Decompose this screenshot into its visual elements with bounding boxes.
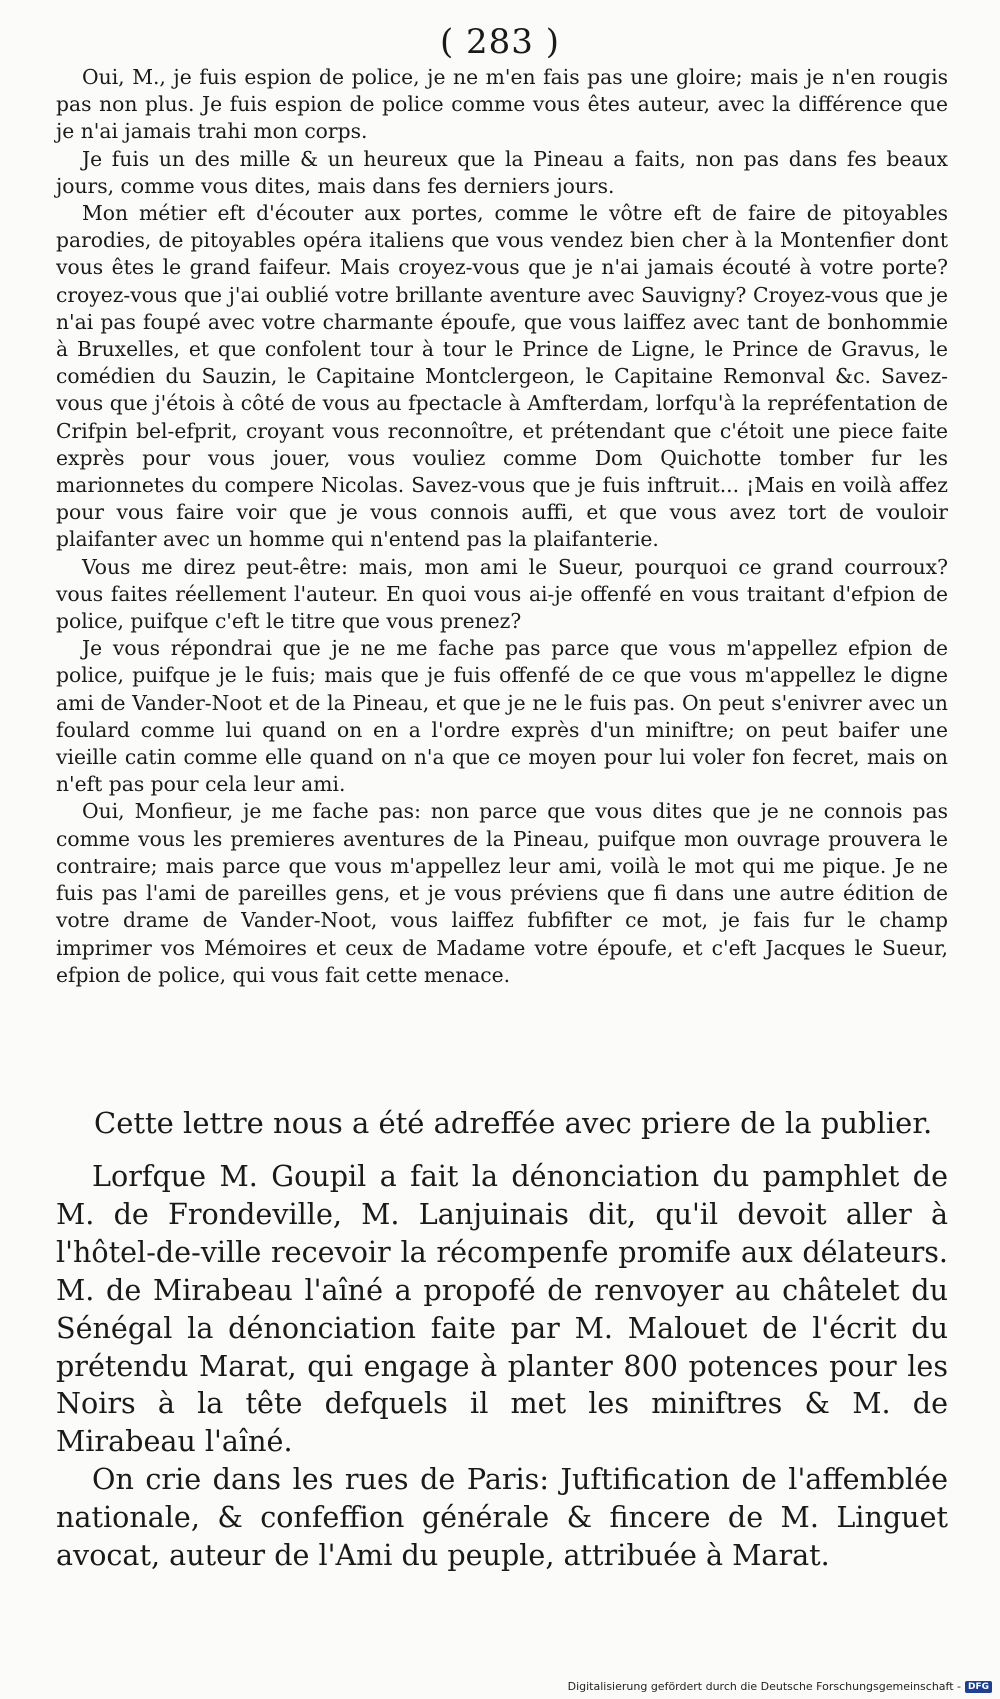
page-number: ( 283 ): [439, 22, 561, 62]
letter-paragraph-1: Oui, M., je fuis espion de police, je ne m'en fais pas une gloire; mais je n'en rougis pas non plus. Je fuis espion de police comme vous êtes auteur, avec la différence que je n'ai jamais trahi mon corps.: [56, 65, 948, 144]
letter-paragraph-3: Mon métier eft d'écouter aux portes, comme le vôtre eft de faire de pitoyables parodies, de pitoyables opéra italiens que vous vendez bien cher à la Montenfier dont vous êtes le grand faifeur. Mais croyez-vous que je n'ai jamais écouté à votre porte? croyez-vous que j'ai oublié votre brillante aventure avec Sauvigny? Croyez-vous que je n'ai pas foupé avec votre charmante époufe, que vous laiffez avec tant de bonhommie à Bruxelles, et que confolent tour à tour le Prince de Ligne, le Prince de Gravus, le comédien du Sauzin, le Capitaine Montclergeon, le Capitaine Remonval &c. Savez-vous que j'étois à côté de vous au fpectacle à Amfterdam, lorfqu'à la repréfentation de Crifpin bel-efprit, croyant vous reconnoître, et prétendant que c'étoit une piece faite exprès pour vous jouer, vous vouliez comme Dom Quichotte tomber fur les marionnetes du compere Nicolas. Savez-vous que je fuis inftruit... ¡Mais en voilà affez pour vous faire voir que je vous connois auffi, et que vous avez tort de vouloir plaifanter avec un homme qui n'entend pas la plaifanterie.: [56, 201, 948, 552]
letter-paragraph-6: Oui, Monfieur, je me fache pas: non parce que vous dites que je ne connois pas comme vous les premieres aventures de la Pineau, puifque mon ouvrage prouvera le contraire; mais parce que vous m'appellez leur ami, voilà le mot qui me pique. Je ne fuis pas l'ami de pareilles gens, et je vous préviens que fi dans une autre édition de votre drame de Vander-Noot, vous laiffez fubfifter ce mot, je fais fur le champ imprimer vos Mémoires et ceux de Madame votre époufe, et c'eft Jacques le Sueur, efpion de police, qui vous fait cette menace.: [56, 799, 948, 987]
letter-paragraph-5: Je vous répondrai que je ne me fache pas parce que vous m'appellez efpion de police, puifque je le fuis; mais que je fuis offenfé de ce que vous m'appellez le digne ami de Vander-Noot et de la Pineau, et que je ne le fuis pas. On peut s'enivrer avec un foulard comme lui quand on en a l'ordre exprès d'un miniftre; on peut baifer une vieille catin comme elle quand on n'a que ce moyen pour lui voler fon fecret, mais on n'eft pas pour cela leur ami.: [56, 636, 948, 797]
letter-closing-note: Cette lettre nous a été adreffée avec priere de la publier.: [94, 1106, 933, 1140]
news-paragraph-2: On crie dans les rues de Paris: Juftification de l'affemblée nationale, & confeffion générale & fincere de M. Linguet avocat, auteur de l'Ami du peuple, attribuée à Marat.: [56, 1462, 948, 1573]
digitization-credit: [568, 1680, 992, 1693]
news-paragraph-1: Lorfque M. Goupil a fait la dénonciation du pamphlet de M. de Frondeville, M. Lanjuinais dit, qu'il devoit aller à l'hôtel-de-ville recevoir la récompenfe promife aux délateurs. M. de Mirabeau l'aîné a propofé de renvoyer au châtelet du Sénégal la dénonciation faite par M. Malouet de l'écrit du prétendu Marat, qui engage à planter 800 potences pour les Noirs à la tête defquels il met les miniftres & M. de Mirabeau l'aîné.: [56, 1159, 948, 1459]
letter-paragraph-4: Vous me direz peut-être: mais, mon ami le Sueur, pourquoi ce grand courroux? vous faites réellement l'auteur. En quoi vous ai-je offenfé en vous traitant d'efpion de police, puifque c'eft le titre que vous prenez?: [56, 554, 948, 634]
news-section: [56, 1158, 948, 1575]
dfg-logo-icon: DFG: [965, 1681, 992, 1693]
letter-section: [56, 64, 948, 989]
credit-text: Digitalisierung gefördert durch die Deutsche Forschungsgemeinschaft -: [567, 1680, 961, 1693]
letter-paragraph-2: Je fuis un des mille & un heureux que la Pineau a faits, non pas dans fes beaux jours, comme vous dites, mais dans fes derniers jours.: [56, 146, 948, 198]
